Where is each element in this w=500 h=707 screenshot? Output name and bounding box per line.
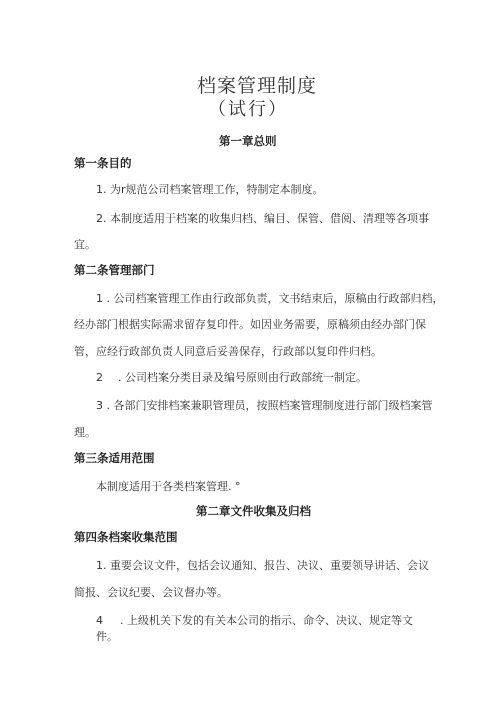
article-1-paragraph-2-line-1: 2. 本制度适用于档案的收集归档、编目、保管、借阅、清理等各项事 <box>96 212 429 225</box>
article-4-paragraph-2-line-1: . 上级机关下发的有关本公司的指示、命令、决议、规定等文 <box>120 614 413 627</box>
article-4-paragraph-1-line-1: 1. 重要会议文件，包括会议通知、报告、决议、重要领导讲话、会议 <box>96 559 429 572</box>
article-2-paragraph-1-line-1: 1 . 公司档案管理工作由行政部负责，文书结束后，原稿由行政部归档， <box>96 292 444 305</box>
article-1-paragraph-2-line-2: 宜。 <box>74 238 96 251</box>
article-2-paragraph-3-line-1: 3 . 各部门安排档案兼职管理员，按照档案管理制度进行部门级档案管 <box>96 399 433 412</box>
article-1-heading: 第一条目的 <box>74 156 132 170</box>
article-4-heading: 第四条档案收集范围 <box>74 530 178 544</box>
article-2-paragraph-3-line-2: 理。 <box>74 426 96 439</box>
document-subtitle: （试行） <box>208 99 288 120</box>
document-title: 档案管理制度 <box>197 75 318 97</box>
chapter-2-heading: 第二章文件收集及归档 <box>196 504 311 518</box>
article-2-paragraph-2-text: . 公司档案分类目录及编号原则由行政部统一制定。 <box>118 371 367 384</box>
article-2-paragraph-1-line-3: 管，应经行政部负责人同意后妥善保存，行政部以复印件归档。 <box>74 345 382 358</box>
article-4-paragraph-1-line-2: 简报、会议纪要、会议督办等。 <box>74 586 228 599</box>
article-2-paragraph-1-line-2: 经办部门根据实际需求留存复印件。如因业务需要，原稿须由经办部门保 <box>74 318 426 331</box>
article-4-paragraph-2-number: 4 <box>96 614 103 627</box>
article-3-paragraph-1: 本制度适用于各类档案管理. ° <box>96 480 241 493</box>
article-4-paragraph-2-line-2: 件。 <box>96 630 118 643</box>
article-2-heading: 第二条管理部门 <box>74 263 155 277</box>
article-1-paragraph-1: 1. 为r规范公司档案管理工作，特制定本制度。 <box>96 183 324 196</box>
chapter-1-heading: 第一章总则 <box>219 134 277 148</box>
article-3-heading: 第三条适用范围 <box>74 451 155 465</box>
article-2-paragraph-2-number: 2 <box>96 371 103 384</box>
